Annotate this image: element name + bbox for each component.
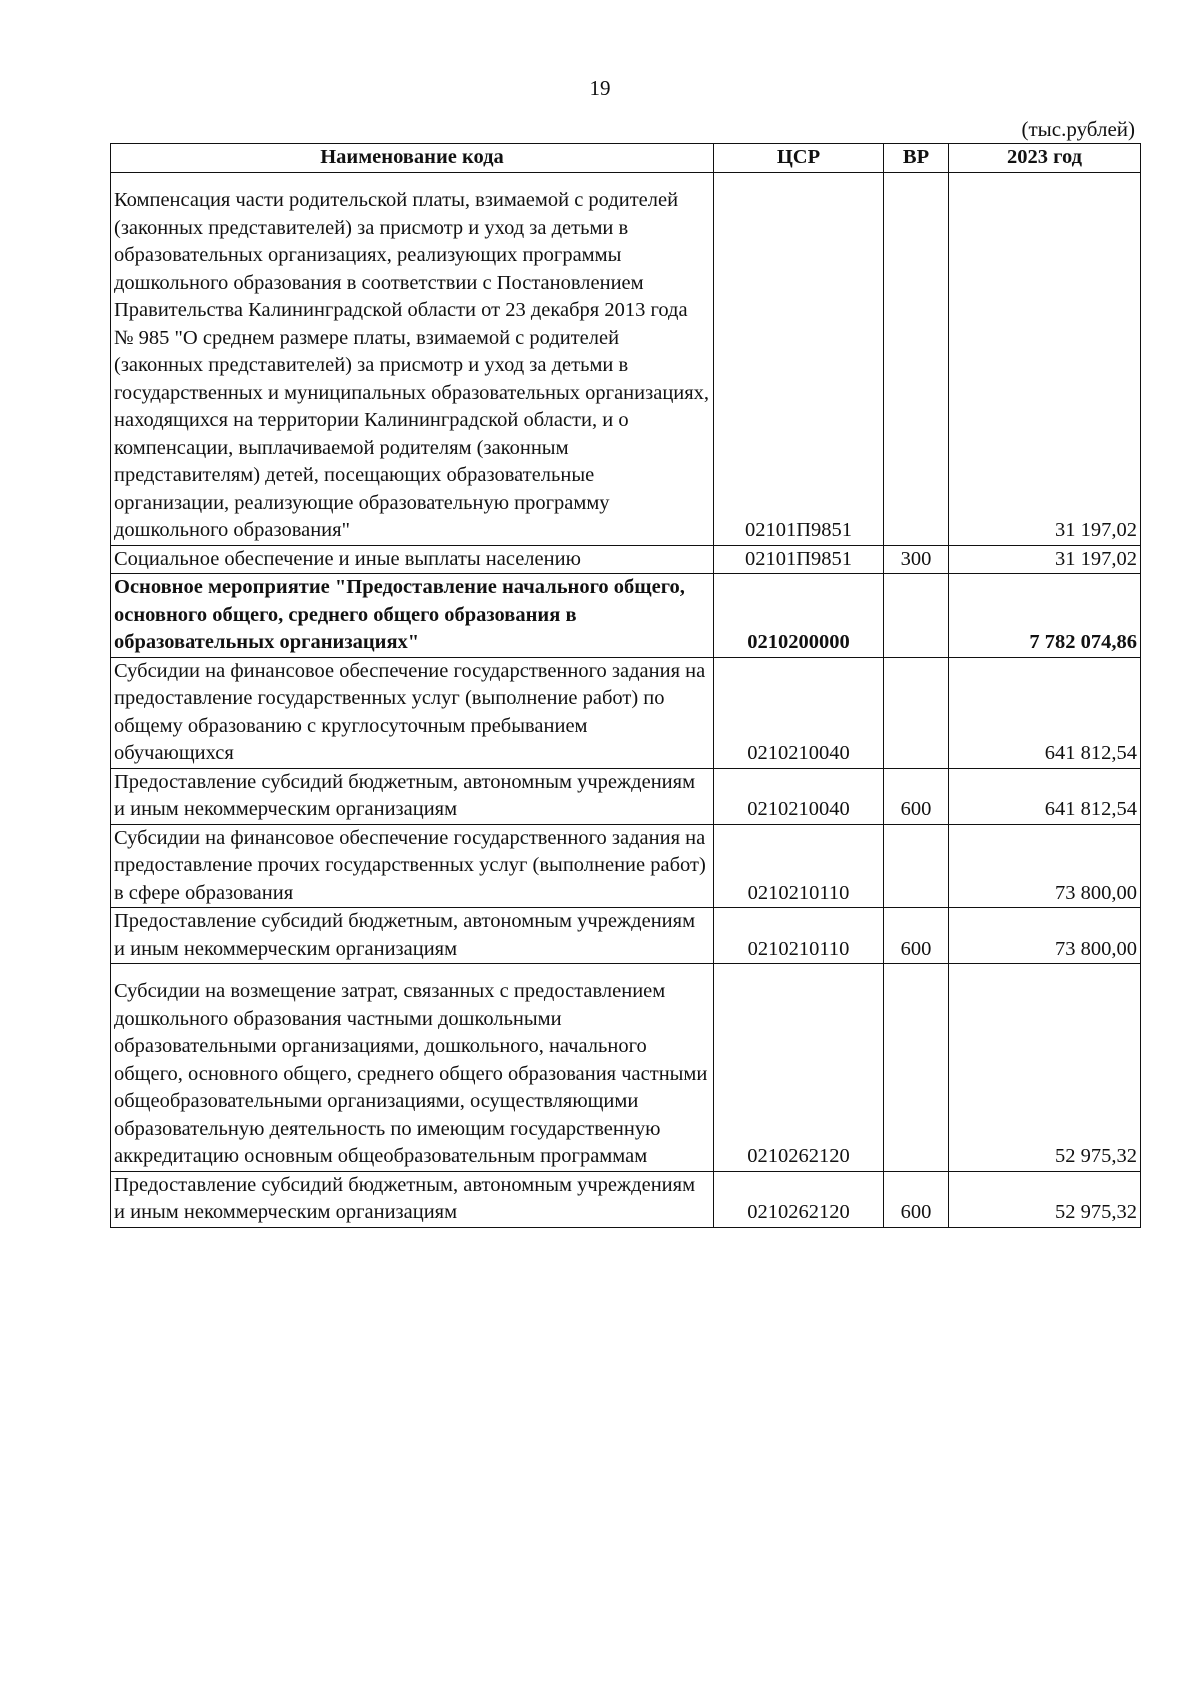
row-vr <box>884 657 949 768</box>
row-csr: 02101П9851 <box>714 545 884 574</box>
row-vr: 600 <box>884 1171 949 1227</box>
units-label: (тыс.рублей) <box>1021 117 1135 141</box>
row-amount: 31 197,02 <box>949 545 1141 574</box>
row-vr <box>884 964 949 1172</box>
header-name: Наименование кода <box>111 144 714 173</box>
table-row <box>111 908 1141 964</box>
row-name: Социальное обеспечение и иные выплаты населению <box>111 545 714 574</box>
row-csr: 0210200000 <box>714 574 884 658</box>
row-name: Субсидии на возмещение затрат, связанных с предоставлением дошкольного образования частными дошкольными образовательными организациями, дошкольного, начального общего, основного общего, среднего общего образования частными общеобразовательными организациями, осуществляющими образовательную деятельность по имеющим государственную аккредитацию основным общеобразовательным программам <box>111 964 714 1172</box>
table-header-row <box>111 144 1141 173</box>
row-csr: 0210210110 <box>714 908 884 964</box>
row-name: Предоставление субсидий бюджетным, автономным учреждениям и иным некоммерческим организациям <box>111 768 714 824</box>
row-csr: 0210210040 <box>714 768 884 824</box>
row-name: Предоставление субсидий бюджетным, автономным учреждениям и иным некоммерческим организациям <box>111 1171 714 1227</box>
row-amount: 641 812,54 <box>949 768 1141 824</box>
table-row <box>111 768 1141 824</box>
row-csr: 02101П9851 <box>714 173 884 546</box>
table-row <box>111 545 1141 574</box>
row-name: Предоставление субсидий бюджетным, автономным учреждениям и иным некоммерческим организациям <box>111 908 714 964</box>
table-row <box>111 824 1141 908</box>
row-name: Субсидии на финансовое обеспечение государственного задания на предоставление прочих государственных услуг (выполнение работ) в сфере образования <box>111 824 714 908</box>
row-vr <box>884 173 949 546</box>
row-vr: 600 <box>884 768 949 824</box>
row-name: Основное мероприятие "Предоставление начального общего, основного общего, среднего общего образования в образовательных организациях" <box>111 574 714 658</box>
table-row <box>111 173 1141 546</box>
row-name: Субсидии на финансовое обеспечение государственного задания на предоставление государственных услуг (выполнение работ) по общему образованию с круглосуточным пребыванием обучающихся <box>111 657 714 768</box>
table-row <box>111 1171 1141 1227</box>
table-row <box>111 574 1141 658</box>
row-vr <box>884 824 949 908</box>
row-vr: 600 <box>884 908 949 964</box>
row-csr: 0210262120 <box>714 964 884 1172</box>
row-amount: 31 197,02 <box>949 173 1141 546</box>
row-csr: 0210262120 <box>714 1171 884 1227</box>
table-row <box>111 964 1141 1172</box>
row-amount: 52 975,32 <box>949 1171 1141 1227</box>
row-csr: 0210210110 <box>714 824 884 908</box>
row-amount: 73 800,00 <box>949 908 1141 964</box>
row-amount: 7 782 074,86 <box>949 574 1141 658</box>
row-csr: 0210210040 <box>714 657 884 768</box>
header-vr: ВР <box>884 144 949 173</box>
row-amount: 641 812,54 <box>949 657 1141 768</box>
budget-table <box>110 143 1141 1228</box>
page-number: 19 <box>589 76 611 100</box>
header-csr: ЦСР <box>714 144 884 173</box>
row-amount: 73 800,00 <box>949 824 1141 908</box>
row-vr: 300 <box>884 545 949 574</box>
header-year: 2023 год <box>949 144 1141 173</box>
table-row <box>111 657 1141 768</box>
row-name: Компенсация части родительской платы, взимаемой с родителей (законных представителей) за присмотр и уход за детьми в образовательных организациях, реализующих программы дошкольного образования в соответствии с Постановлением Правительства Калининградской области от 23 декабря 2013 года № 985 "О среднем размере платы, взимаемой с родителей (законных представителей) за присмотр и уход за детьми в государственных и муниципальных образовательных организациях, находящихся на территории Калининградской области, и о компенсации, выплачиваемой родителям (законным представителям) детей, посещающих образовательные организации, реализующие образовательную программу дошкольного образования" <box>111 173 714 546</box>
row-amount: 52 975,32 <box>949 964 1141 1172</box>
row-vr <box>884 574 949 658</box>
